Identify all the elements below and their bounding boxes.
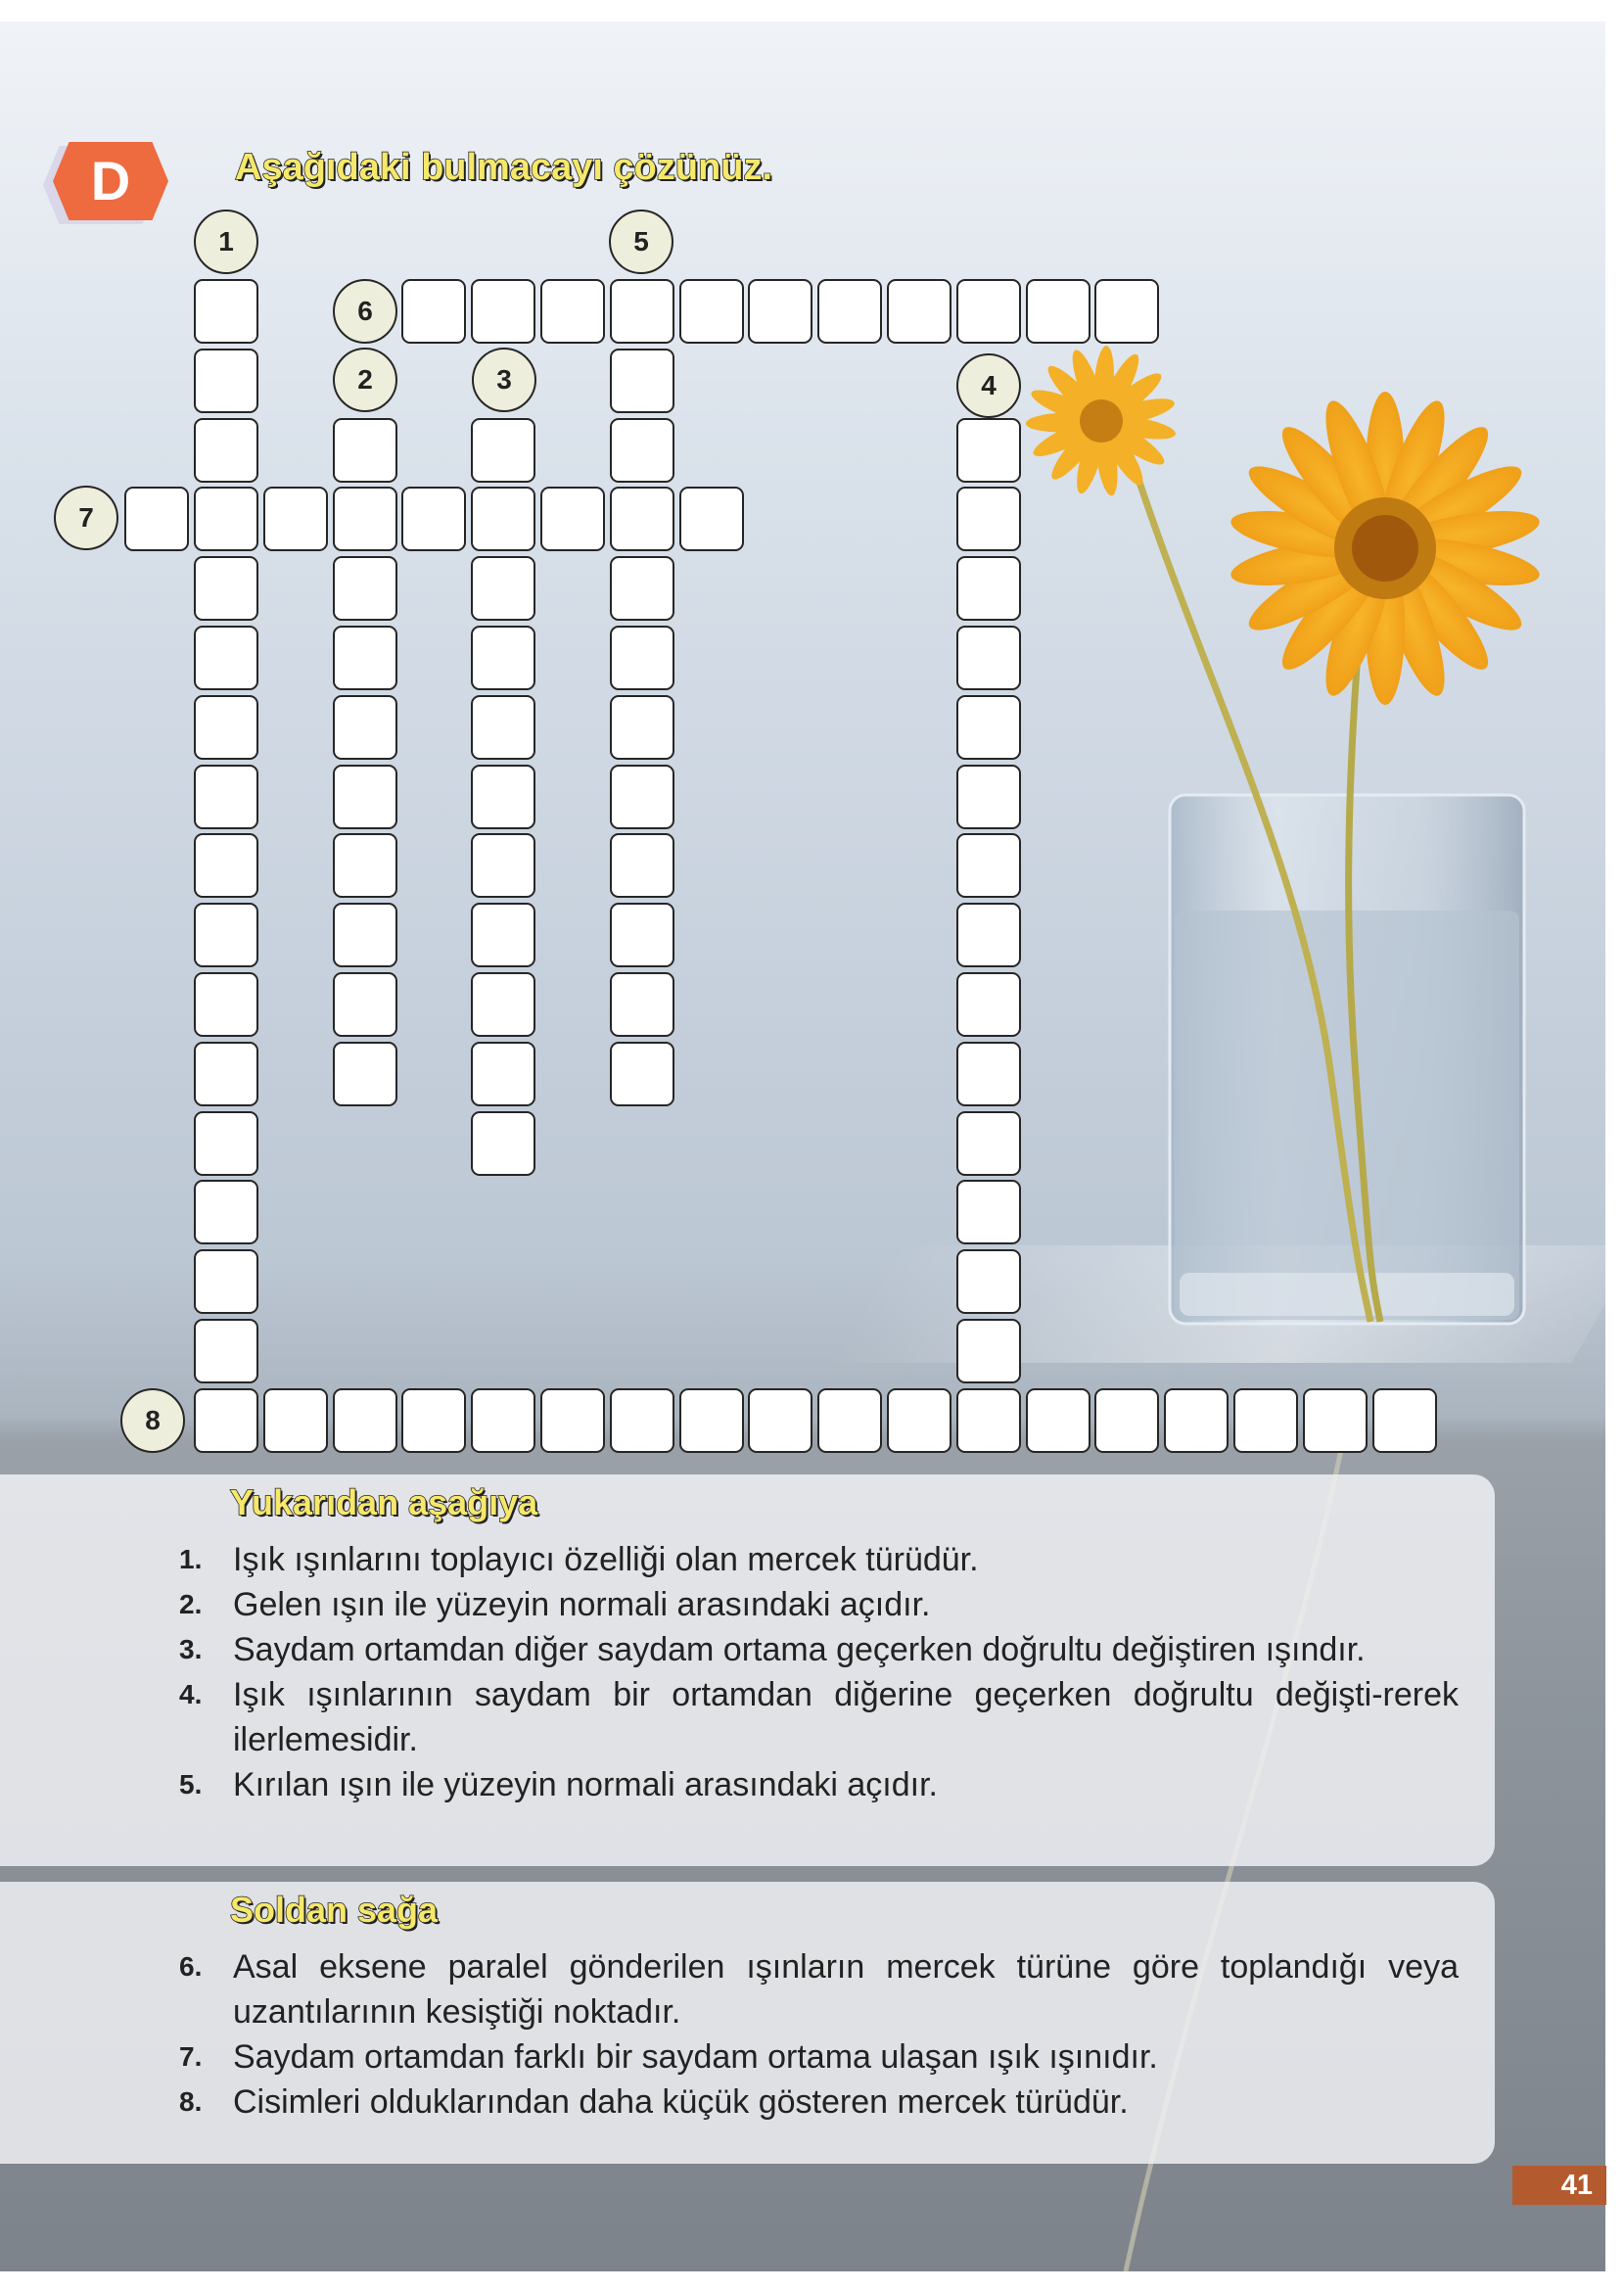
- crossword-cell[interactable]: [194, 1388, 258, 1453]
- crossword-cell[interactable]: [956, 1319, 1021, 1383]
- crossword-cell[interactable]: [1026, 279, 1090, 344]
- crossword-cell[interactable]: [817, 279, 882, 344]
- crossword-cell[interactable]: [471, 626, 535, 690]
- crossword-cell[interactable]: [333, 556, 397, 621]
- crossword-cell[interactable]: [540, 1388, 605, 1453]
- crossword-cell[interactable]: [956, 833, 1021, 898]
- crossword-cell[interactable]: [610, 487, 674, 551]
- crossword-cell[interactable]: [194, 1180, 258, 1244]
- crossword-cell[interactable]: [471, 833, 535, 898]
- across-clue-6: [179, 1944, 1459, 2034]
- puzzle-instruction: Aşağıdaki bulmacayı çözünüz.: [235, 147, 773, 188]
- down-clues-heading: Yukarıdan aşağıya: [230, 1482, 538, 1522]
- crossword-cell[interactable]: [194, 1319, 258, 1383]
- crossword-cell[interactable]: [956, 1111, 1021, 1176]
- page-number: 41: [1512, 2166, 1606, 2205]
- crossword-cell[interactable]: [471, 695, 535, 760]
- crossword-cell[interactable]: [610, 279, 674, 344]
- crossword-cell[interactable]: [956, 1388, 1021, 1453]
- crossword-cell[interactable]: [333, 1388, 397, 1453]
- crossword-cell[interactable]: [887, 1388, 951, 1453]
- clue-text: Saydam ortamdan farklı bir saydam ortama ulaşan ışık ışınıdır.: [233, 2038, 1158, 2076]
- clue-number-circle-2: 2: [333, 348, 397, 412]
- crossword-cell[interactable]: [194, 972, 258, 1037]
- crossword-cell[interactable]: [471, 418, 535, 483]
- across-clue-7: [179, 2034, 1459, 2080]
- crossword-cell[interactable]: [610, 349, 674, 413]
- crossword-cell[interactable]: [817, 1388, 882, 1453]
- clue-text: Cisimleri olduklarından daha küçük gösteren mercek türüdür.: [233, 2083, 1129, 2121]
- crossword-cell[interactable]: [956, 1249, 1021, 1314]
- crossword-cell[interactable]: [471, 903, 535, 967]
- crossword-cell[interactable]: [610, 1388, 674, 1453]
- crossword-cell[interactable]: [956, 626, 1021, 690]
- crossword-cell[interactable]: [401, 279, 466, 344]
- section-letter: D: [90, 150, 131, 211]
- clue-text: Kırılan ışın ile yüzeyin normali arasındaki açıdır.: [233, 1766, 938, 1803]
- crossword-cell[interactable]: [679, 1388, 744, 1453]
- crossword-cell[interactable]: [333, 1042, 397, 1106]
- crossword-cell[interactable]: [471, 972, 535, 1037]
- crossword-cell[interactable]: [610, 1042, 674, 1106]
- crossword-cell[interactable]: [194, 1111, 258, 1176]
- crossword-cell[interactable]: [956, 1180, 1021, 1244]
- crossword-cell[interactable]: [471, 279, 535, 344]
- down-clue-4: [179, 1672, 1459, 1762]
- clue-text: Saydam ortamdan diğer saydam ortama geçerken doğrultu değiştiren ışındır.: [233, 1631, 1366, 1668]
- crossword-cell[interactable]: [956, 695, 1021, 760]
- crossword-cell[interactable]: [610, 972, 674, 1037]
- crossword-cell[interactable]: [610, 695, 674, 760]
- across-clues-list: [179, 1944, 1459, 2125]
- crossword-cell[interactable]: [333, 833, 397, 898]
- crossword-cell[interactable]: [471, 1388, 535, 1453]
- crossword-cell[interactable]: [540, 487, 605, 551]
- crossword-cell[interactable]: [333, 626, 397, 690]
- crossword-cell[interactable]: [679, 279, 744, 344]
- crossword-cell[interactable]: [1026, 1388, 1090, 1453]
- clue-number: 2.: [179, 1589, 203, 1619]
- crossword-cell[interactable]: [748, 279, 812, 344]
- clue-text: Asal eksene paralel gönderilen ışınların mercek türüne göre toplandığı veya uzantılarının kesiştiği noktadır.: [233, 1948, 1459, 2031]
- sunlight-reflection: [827, 1245, 1605, 1363]
- crossword-cell[interactable]: [333, 418, 397, 483]
- crossword-cell[interactable]: [333, 487, 397, 551]
- crossword-cell[interactable]: [956, 418, 1021, 483]
- crossword-cell[interactable]: [1094, 1388, 1159, 1453]
- crossword-cell[interactable]: [1233, 1388, 1298, 1453]
- down-clue-3: [179, 1627, 1459, 1672]
- crossword-cell[interactable]: [194, 833, 258, 898]
- crossword-cell[interactable]: [194, 349, 258, 413]
- crossword-cell[interactable]: [956, 972, 1021, 1037]
- crossword-cell[interactable]: [333, 765, 397, 829]
- crossword-cell[interactable]: [333, 972, 397, 1037]
- crossword-cell[interactable]: [194, 556, 258, 621]
- down-clue-5: [179, 1762, 1459, 1807]
- crossword-cell[interactable]: [194, 279, 258, 344]
- crossword-cell[interactable]: [610, 626, 674, 690]
- crossword-cell[interactable]: [194, 487, 258, 551]
- crossword-cell[interactable]: [333, 903, 397, 967]
- crossword-cell[interactable]: [263, 1388, 328, 1453]
- crossword-cell[interactable]: [471, 1111, 535, 1176]
- clue-number-circle-7: 7: [54, 486, 118, 550]
- crossword-cell[interactable]: [540, 279, 605, 344]
- crossword-cell[interactable]: [471, 556, 535, 621]
- down-clues-list: [179, 1537, 1459, 1807]
- crossword-cell[interactable]: [610, 833, 674, 898]
- crossword-cell[interactable]: [471, 1042, 535, 1106]
- across-clues-panel: [0, 1882, 1495, 2164]
- clue-number: 3.: [179, 1634, 203, 1664]
- crossword-cell[interactable]: [194, 626, 258, 690]
- crossword-cell[interactable]: [1164, 1388, 1229, 1453]
- crossword-cell[interactable]: [471, 765, 535, 829]
- crossword-cell[interactable]: [956, 903, 1021, 967]
- crossword-cell[interactable]: [401, 487, 466, 551]
- crossword-cell[interactable]: [679, 487, 744, 551]
- down-clue-1: [179, 1537, 1459, 1582]
- crossword-cell[interactable]: [748, 1388, 812, 1453]
- crossword-cell[interactable]: [194, 695, 258, 760]
- crossword-cell[interactable]: [471, 487, 535, 551]
- crossword-cell[interactable]: [887, 279, 951, 344]
- crossword-cell[interactable]: [194, 418, 258, 483]
- section-badge: [53, 142, 168, 220]
- clue-number-circle-1: 1: [194, 210, 258, 274]
- down-clues-panel: [0, 1474, 1495, 1866]
- crossword-cell[interactable]: [333, 695, 397, 760]
- clue-text: Işık ışınlarının saydam bir ortamdan diğerine geçerken doğrultu değişti-rerek ilerlemesidir.: [233, 1676, 1459, 1758]
- clue-number: 8.: [179, 2086, 203, 2117]
- clue-number-circle-4: 4: [956, 353, 1021, 418]
- clue-number-circle-6: 6: [333, 279, 397, 344]
- crossword-cell[interactable]: [610, 765, 674, 829]
- across-clues-heading: Soldan sağa: [230, 1890, 439, 1930]
- clue-number: 5.: [179, 1769, 203, 1800]
- clue-number: 1.: [179, 1544, 203, 1574]
- clue-text: Işık ışınlarını toplayıcı özelliği olan mercek türüdür.: [233, 1541, 979, 1578]
- crossword-cell[interactable]: [124, 487, 189, 551]
- crossword-cell[interactable]: [263, 487, 328, 551]
- clue-number: 6.: [179, 1951, 203, 1982]
- crossword-cell[interactable]: [956, 487, 1021, 551]
- crossword-cell[interactable]: [956, 279, 1021, 344]
- clue-text: Gelen ışın ile yüzeyin normali arasındaki açıdır.: [233, 1586, 931, 1623]
- crossword-cell[interactable]: [194, 765, 258, 829]
- crossword-cell[interactable]: [956, 765, 1021, 829]
- clue-number: 7.: [179, 2041, 203, 2072]
- across-clue-8: [179, 2080, 1459, 2125]
- crossword-cell[interactable]: [194, 903, 258, 967]
- clue-number-circle-5: 5: [609, 210, 673, 274]
- crossword-cell[interactable]: [956, 556, 1021, 621]
- clue-number-circle-8: 8: [120, 1388, 185, 1453]
- crossword-cell[interactable]: [401, 1388, 466, 1453]
- crossword-cell[interactable]: [194, 1249, 258, 1314]
- crossword-cell[interactable]: [1372, 1388, 1437, 1453]
- crossword-cell[interactable]: [956, 1042, 1021, 1106]
- down-clue-2: [179, 1582, 1459, 1627]
- crossword-cell[interactable]: [1303, 1388, 1368, 1453]
- clue-number: 4.: [179, 1679, 203, 1709]
- crossword-cell[interactable]: [1094, 279, 1159, 344]
- crossword-cell[interactable]: [610, 556, 674, 621]
- crossword-cell[interactable]: [610, 903, 674, 967]
- clue-number-circle-3: 3: [472, 348, 536, 412]
- crossword-cell[interactable]: [610, 418, 674, 483]
- crossword-cell[interactable]: [194, 1042, 258, 1106]
